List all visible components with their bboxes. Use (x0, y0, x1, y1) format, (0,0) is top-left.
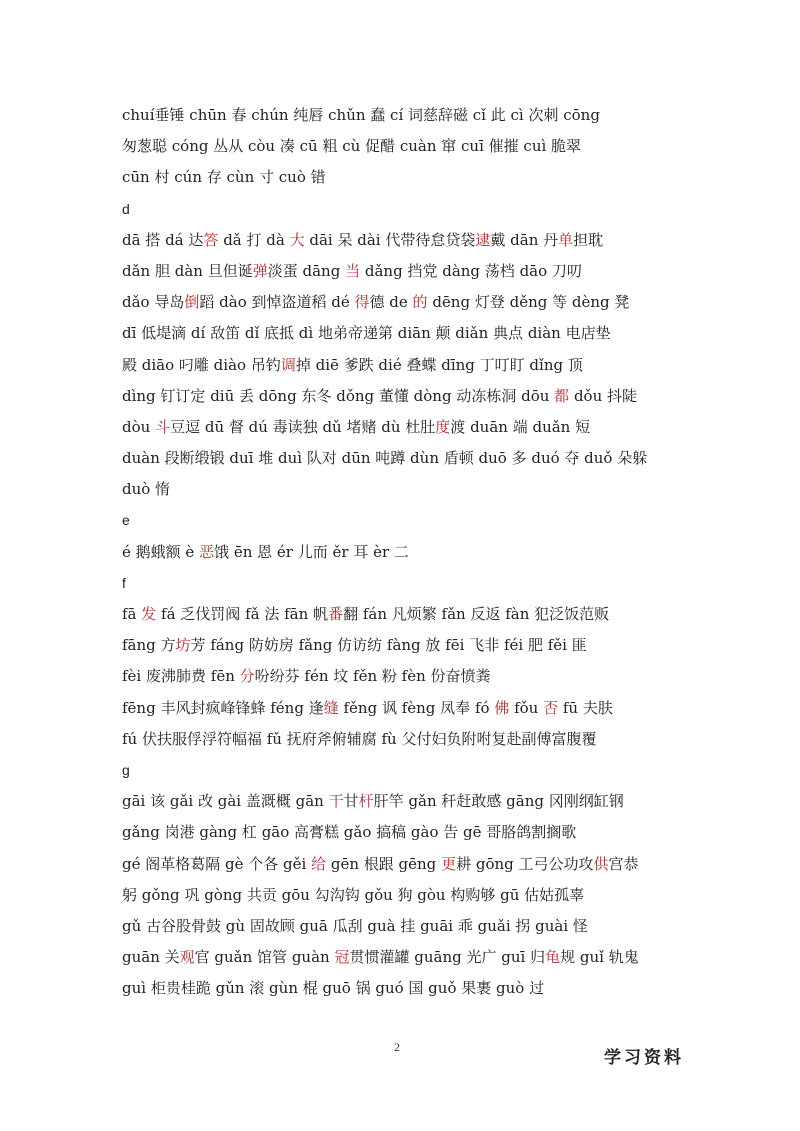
highlighted-character: 缝 (323, 698, 339, 717)
page-number: 2 (394, 1040, 400, 1054)
text-line (122, 973, 682, 1004)
text-segment: 规 guǐ 轨鬼 (560, 948, 639, 967)
text-segment: 殿 diāo 叼雕 diào 吊钓 (122, 355, 281, 374)
text-line (122, 630, 682, 661)
text-segment: cūn 村 cún 存 cùn 寸 cuò 错 (122, 168, 326, 187)
highlighted-character: 干 (328, 792, 344, 811)
highlighted-character: 供 (593, 854, 609, 873)
text-line (122, 412, 682, 443)
highlighted-character: 答 (203, 230, 219, 249)
highlighted-character: 杆 (358, 792, 374, 811)
text-line (122, 474, 682, 505)
text-segment: dēng 灯登 děng 等 dèng 凳 (427, 293, 630, 312)
highlighted-character: 发 (141, 605, 157, 623)
text-segment: d (122, 200, 130, 217)
highlighted-character: 得 (354, 293, 370, 312)
text-segment: dǎng 挡党 dàng 荡档 dāo 刀叨 (360, 261, 582, 280)
text-segment: 翻 fán 凡烦繁 fǎn 反返 fàn 犯泛饭范贩 (343, 605, 610, 623)
highlighted-character: 给 (311, 854, 327, 873)
text-segment: gāi 该 gǎi 改 gài 盖溉概 gān (122, 792, 329, 811)
text-segment: 耕 gōng 工弓公功攻 (456, 854, 594, 873)
highlighted-character: 冠 (334, 948, 350, 967)
highlighted-character: 番 (328, 605, 344, 623)
text-segment: fēng 丰风封疯峰锋蜂 féng 逢 (122, 698, 324, 717)
section-letter (122, 505, 682, 536)
text-line (122, 724, 682, 755)
text-line (122, 880, 682, 911)
text-line (122, 849, 682, 880)
section-letter (122, 755, 682, 786)
section-letter (122, 194, 682, 225)
text-segment: 吩纷芬 fén 坟 fěn 粉 fèn 份奋愤粪 (254, 667, 491, 686)
text-segment: 贯惯灌罐 guāng 光广 guī 归 (349, 948, 546, 967)
text-segment: fǒu (509, 698, 544, 717)
text-segment: gǔ 古谷股骨鼓 gù 固故顾 guā 瓜刮 guà 挂 guāi 乖 guǎi 拐 guài 怪 (122, 916, 588, 935)
text-segment: dǒu 抖陡 (569, 386, 638, 405)
highlighted-character: 更 (441, 854, 457, 873)
text-segment: fū 夫肤 (558, 698, 613, 717)
text-segment: 戴 dān 丹 (490, 230, 559, 249)
text-segment: fěng 讽 fèng 凤奉 fó (338, 698, 495, 717)
highlighted-character: 否 (543, 698, 559, 717)
text-segment: gǎng 岗港 gàng 杠 gāo 高膏糕 gǎo 搞稿 gào 告 gē 哥胳鸽割搁歌 (122, 823, 577, 842)
text-segment: dìng 钉订定 diū 丢 dōng 东冬 dǒng 董懂 dòng 动冻栋洞 dōu (122, 386, 555, 405)
text-segment: guān 关 (122, 948, 180, 967)
text-segment: 匆葱聪 cóng 丛从 còu 凑 cū 粗 cù 促醋 cuàn 窜 cuī 催摧 cuì 脆翠 (122, 137, 582, 156)
text-line (122, 911, 682, 942)
text-line (122, 131, 682, 162)
text-segment: guì 柜贵桂跪 gǔn 滚 gùn 棍 guō 锅 guó 国 guǒ 果裹 guò 过 (122, 979, 545, 998)
pinyin-character-list (122, 100, 682, 1004)
highlighted-character: 逮 (475, 230, 491, 249)
text-line (122, 256, 682, 287)
highlighted-character: 单 (558, 230, 574, 249)
highlighted-character: 当 (345, 261, 361, 280)
text-line (122, 443, 682, 474)
text-segment: 甘 (343, 792, 359, 811)
text-line (122, 942, 682, 973)
highlighted-character: 都 (554, 386, 570, 405)
text-segment: 肝竿 gǎn 秆赶敢感 gāng 冈刚纲缸钢 (373, 792, 624, 811)
section-letter (122, 568, 682, 599)
text-segment: e (122, 512, 130, 529)
text-segment: gé 阁革格葛隔 gè 个各 gěi (122, 854, 312, 873)
highlighted-character: 的 (412, 293, 428, 312)
highlighted-character: 恶 (199, 542, 215, 561)
text-segment: 躬 gǒng 巩 gòng 共贡 gōu 勾沟钩 gǒu 狗 gòu 构购够 gū 估姑孤辜 (122, 885, 585, 904)
highlighted-character: 斗 (155, 417, 171, 436)
highlighted-character: 弹 (252, 261, 268, 280)
text-line (122, 537, 682, 568)
text-segment: 渡 duān 端 duǎn 短 (450, 417, 591, 436)
text-segment: fā (122, 605, 142, 623)
text-segment: 蹈 dào 到悼盗道稻 dé (199, 293, 355, 312)
text-segment: chuí垂锤 chūn 春 chún 纯唇 chǔn 蠢 cí 词慈辞磁 cǐ 此 cì 次刺 cōng (122, 106, 600, 124)
text-segment: dòu (122, 417, 156, 436)
text-segment: 宫恭 (608, 854, 639, 873)
highlighted-character: 倒 (184, 293, 200, 312)
text-segment: dǎo 导岛 (122, 293, 185, 312)
text-line (122, 287, 682, 318)
text-segment: dǎ 打 dà (218, 230, 290, 249)
text-segment: 担耽 (573, 230, 604, 249)
highlighted-character: 大 (289, 230, 305, 249)
text-segment: fèi 废沸肺费 fēn (122, 667, 240, 686)
highlighted-character: 佛 (494, 698, 510, 717)
text-segment: 豆逗 dū 督 dú 毒读独 dǔ 堵赌 dù 杜肚 (170, 417, 436, 436)
text-line (122, 599, 682, 630)
highlighted-character: 度 (435, 417, 451, 436)
text-segment: é 鹅蛾额 è (122, 542, 200, 561)
text-segment: dǎn 胆 dàn 旦但诞 (122, 261, 253, 280)
text-segment: fú 伏扶服俘浮符幅福 fǔ 抚府斧俯辅腐 fù 父付妇负附咐复赴副傅富腹覆 (122, 729, 597, 748)
highlighted-character: 分 (239, 667, 255, 686)
text-segment: fāng 方 (122, 636, 176, 655)
highlighted-character: 调 (280, 355, 296, 374)
text-segment: g (122, 761, 130, 778)
text-segment: dā 搭 dá 达 (122, 230, 204, 249)
highlighted-character: 观 (179, 948, 195, 967)
highlighted-character: 龟 (545, 948, 561, 967)
footer-label: 学习资料 (604, 1048, 684, 1068)
text-segment: 官 guǎn 馆管 guàn (194, 948, 335, 967)
text-line (122, 318, 682, 349)
text-line (122, 786, 682, 817)
text-line (122, 100, 682, 131)
text-segment: fá 乏伐罚阀 fǎ 法 fān 帆 (156, 605, 329, 623)
text-line (122, 162, 682, 193)
text-segment: dāi 呆 dài 代带待怠贷袋 (304, 230, 476, 249)
text-segment: 淡蛋 dāng (267, 261, 346, 280)
text-line (122, 817, 682, 848)
text-line (122, 693, 682, 724)
text-segment: duàn 段断缎锻 duī 堆 duì 队对 dūn 吨蹲 dùn 盾顿 duō 多 duó 夺 duǒ 朵躲 (122, 449, 648, 468)
text-line (122, 661, 682, 692)
text-segment: f (122, 574, 126, 591)
text-line (122, 350, 682, 381)
text-line (122, 225, 682, 256)
text-segment: duò 惰 (122, 480, 171, 499)
highlighted-character: 坊 (175, 636, 191, 655)
text-line (122, 381, 682, 412)
text-segment: 德 de (369, 293, 413, 312)
text-segment: dī 低堤滴 dí 敌笛 dǐ 底抵 dì 地弟帝递第 diān 颠 diǎn 典点 diàn 电店垫 (122, 324, 611, 343)
text-segment: 饿 ēn 恩 ér 儿而 ěr 耳 èr 二 (214, 542, 409, 561)
text-segment: 掉 diē 爹跌 dié 叠蝶 dīng 丁叮盯 dǐng 顶 (295, 355, 583, 374)
text-segment: gēn 根跟 gēng (326, 854, 442, 873)
text-segment: 芳 fáng 防妨房 fǎng 仿访纺 fàng 放 fēi 飞非 féi 肥 fěi 匪 (190, 636, 587, 655)
